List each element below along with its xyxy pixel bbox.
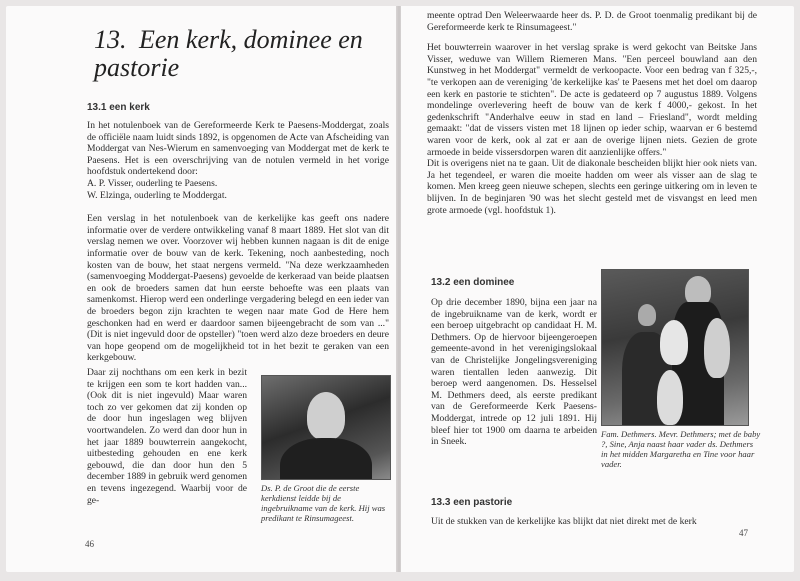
right-text-bottom [431,516,761,537]
child-figure [704,318,730,378]
paragraph: Daar zij nochthans om een kerk in bezit te krijgen een som te kort hadden van... (Ook dit is niet ingevuld) Maar waren toch zo ver gekomen dat zij konden op de door hun ingeslagen weg blijven voortwandelen. Zo werd dan door hun in het jaar 1889 bouwterrein aangekocht, uitbesteding gehouden en ene kerk gebouwd, die dan door hun den 5 december 1889 in gebruik werd genomen en tevens ingezegend. Waarbij voor de ge- [87,367,247,506]
paragraph: Dit is overigens niet na te gaan. Uit de diakonale bescheiden blijkt hier ook niets van. Ja het tegendeel, er waren die moeite hadden om weer als visser aan de slag te komen. Men kreeg geen nieuwe schepen, slechts een geringe uitkering om in leven te blijven. In de beginjaren '90 was het slecht gesteld met de visvangst en leed men grote armoede (vgl. hoofdstuk 1). [427,158,757,216]
section-heading-dominee: 13.2 een dominee [431,277,515,288]
left-page [6,6,398,572]
portrait-coat [280,438,372,480]
baby-figure [660,320,688,365]
right-text-column [431,297,597,457]
section-heading-pastorie: 13.3 een pastorie [431,497,513,508]
section-heading-kerk: 13.1 een kerk [87,102,150,113]
photo-caption: Ds. P. de Groot die de eerste kerkdienst leidde bij de ingebruikname van de kerk. Hij was predikant te Rinsumageest. [261,483,386,523]
chapter-number: 13. [94,25,127,54]
page-number: 46 [85,539,94,549]
chapter-title-text: Een kerk, dominee en pastorie [94,25,363,82]
paragraph: meente optrad Den Weleerwaarde heer ds. P. D. de Groot toenmalig predikant bij de Gereformeerde kerk te Rinsumageest." [427,10,757,33]
paragraph: Het bouwterrein waarover in het verslag sprake is werd gekocht van Beitske Jans Visser, weduwe van Willem Riemeren Mans. "Een perceel bouwland aan den Kunstweg in het Moddergat" vermeldt de verkoopacte. Voor een bedrag van f 325,-, "te verkopen aan de vereniging 'de kerkelijke kas' te Paesens met het doel om daarop een kerk en pastorie te stichten". De acte is gedateerd op 7 augustus 1889. Volgens mondelinge overlevering heeft de bouw van de kerk f 4000,- gekost. In het gedenkschrift "Anderhalve eeuw in stad en land – Friesland", wordt melding gemaakt: "dat de vissers visten met 18 lijnen op ieder schip, waarvan er 6 bestemd waren voor de kerk, ook al zat er aan de overige lijnen niets. Gezien de grote armoede in beide vissersdorpen waren dit aanzienlijke offers." [427,42,757,158]
left-text-top [87,120,389,373]
right-page [401,6,794,572]
portrait-photo-de-groot [261,375,391,480]
paragraph: In het notulenboek van de Gereformeerde Kerk te Paesens-Moddergat, zoals de officiële naam luidt sinds 1892, is opgenomen de Acte van Afscheiding van Moddergat van Nes-Wierum en samenvoeging van Moddergat met de kerk te Paesens. Het is een overschrijving van de notulen vermeld in het vorige hoofdstuk ondertekend door: [87,120,389,178]
signer-line: W. Elzinga, ouderling te Moddergat. [87,189,227,201]
child-face [638,304,656,326]
paragraph: Op drie december 1890, bijna een jaar na de ingebruikname van de kerk, wordt er een beroep uitgebracht op candidaat H. M. Dethmers. Op de hiervoor bijeengeroepen gemeente-avond in het verenigingslokaal van de Christelijke Jongelingsvereniging waren tientallen leden aanwezig. Dit beroep werd aangenomen. Ds. Hesselsel M. Dethmers deed, als eerste predikant van de Gereformeerde Kerk Paesens-Moddergat, intrede op 12 juli 1891. Hij bleef hier tot 1900 om daarna te arbeiden in Sneek. [431,297,597,448]
right-text-top [427,10,757,225]
paragraph: Een verslag in het notulenboek van de kerkelijke kas geeft ons nadere informatie over de verdere ontwikkeling vanaf 8 maart 1889. Het slot van dit verslag nemen we over. Voorzover wij hebben kunnen nagaan is dit de enige informatie over de bouw van de kerk. Tekening, noch aanbesteding, noch kosten van de bouw, het staat nergens vermeld. "Na deze werkzaamheden (samenvoeging Moddergat-Paesens) gevoelde de kerkeraad van beide plaatsen en ook de broeders samen dat hun eerste behoefte was een plaats van samenkomst. Hierop werd een onderlinge vergadering belegd en een ieder van de broeders begon zijn krachten te wegen naar mate God de Here hem geschonken had en werd er daardoor samen bijeengebracht de som van ..." (Dit is niet ingevuld door de opsteller) "toen werd alzo deze broeders en deure van hope geopend om de mogelijkheid tot in het bezit te geraken van een kerkgebouw. [87,213,389,364]
photo-caption: Fam. Dethmers. Mevr. Dethmers; met de baby ?, Sine, Anja naast haar vader ds. Dethmers in het midden Margaretha en Tine voor haar vader. [601,429,761,469]
chapter-title [94,26,394,82]
left-text-column [87,367,247,515]
signer-line: A. P. Visser, ouderling te Paesens. [87,177,218,189]
paragraph: Uit de stukken van de kerkelijke kas blijkt dat niet direkt met de kerk [431,516,697,527]
family-photo-dethmers [601,269,749,426]
page-number: 47 [739,528,748,538]
child-figure [657,370,683,425]
portrait-face [307,392,345,440]
